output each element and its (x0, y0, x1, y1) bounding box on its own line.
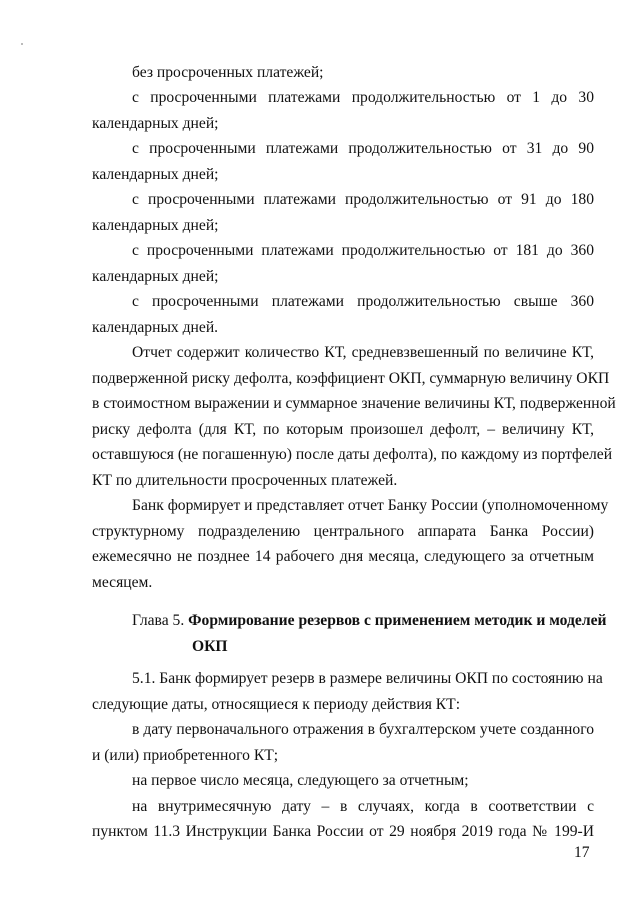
section-5-1-line-5: на первое число месяца, следующего за отчетным; (132, 772, 469, 789)
list-item-overdue-91-180: с просроченными платежами продолжительностью от 91 до 180 (132, 191, 594, 208)
paragraph-report-line-6: КТ по длительности просроченных платежей. (92, 472, 398, 489)
paragraph-bank-line-4: месяцем. (92, 574, 153, 591)
list-item-overdue-1-30: с просроченными платежами продолжительностью от 1 до 30 (132, 89, 594, 106)
list-item-overdue-over-360-cont: календарных дней. (92, 319, 219, 336)
paragraph-report-line-4: риску дефолта (для КТ, по которым произошел дефолт, – величину КТ, (92, 421, 594, 438)
chapter-heading (132, 610, 607, 632)
section-5-1-line-3: в дату первоначального отражения в бухгалтерском учете созданного (132, 721, 594, 738)
paragraph-report-line-1: Отчет содержит количество КТ, средневзвешенный по величине КТ, (132, 344, 594, 361)
paragraph-report-line-3: в стоимостном выражении и суммарное значение величины КТ, подверженной (92, 395, 616, 412)
list-item-no-overdue: без просроченных платежей; (132, 64, 324, 81)
chapter-title-cont-text: ОКП (192, 638, 228, 655)
paragraph-bank-line-1: Банк формирует и представляет отчет Банку России (уполномоченному (132, 497, 609, 514)
paragraph-bank-line-2: структурному подразделению центрального аппарата Банка России) (92, 523, 594, 540)
list-item-overdue-31-90: с просроченными платежами продолжительностью от 31 до 90 (132, 140, 594, 157)
paragraph-bank-line-3: ежемесячно не позднее 14 рабочего дня месяца, следующего за отчетным (92, 548, 594, 565)
chapter-number: Глава 5. (132, 612, 185, 629)
list-item-overdue-181-360: с просроченными платежами продолжительностью от 181 до 360 (132, 242, 594, 259)
page-number: 17 (574, 844, 590, 861)
list-item-overdue-31-90-cont: календарных дней; (92, 166, 219, 183)
section-5-1-line-7: пунктом 11.3 Инструкции Банка России от 29 ноября 2019 года № 199-И (92, 823, 594, 840)
list-item-overdue-1-30-cont: календарных дней; (92, 115, 219, 132)
list-item-overdue-91-180-cont: календарных дней; (92, 217, 219, 234)
list-item-overdue-181-360-cont: календарных дней; (92, 268, 219, 285)
section-5-1-line-1: 5.1. Банк формирует резерв в размере величины ОКП по состоянию на (132, 670, 603, 687)
section-5-1-line-6: на внутримесячную дату – в случаях, когда в соответствии с (132, 798, 594, 815)
section-5-1-line-4: и (или) приобретенного КТ; (92, 747, 279, 764)
paragraph-report-line-5: оставшуюся (не погашенную) после даты дефолта), по каждому из портфелей (92, 446, 613, 463)
scan-speck (21, 43, 23, 45)
list-item-overdue-over-360: с просроченными платежами продолжительностью свыше 360 (132, 293, 594, 310)
chapter-title-cont (192, 636, 594, 658)
chapter-title: Формирование резервов с применением методик и моделей (188, 612, 607, 629)
paragraph-report-line-2: подверженной риску дефолта, коэффициент ОКП, суммарную величину ОКП (92, 370, 610, 387)
section-5-1-line-2: следующие даты, относящиеся к периоду действия КТ: (92, 696, 461, 713)
